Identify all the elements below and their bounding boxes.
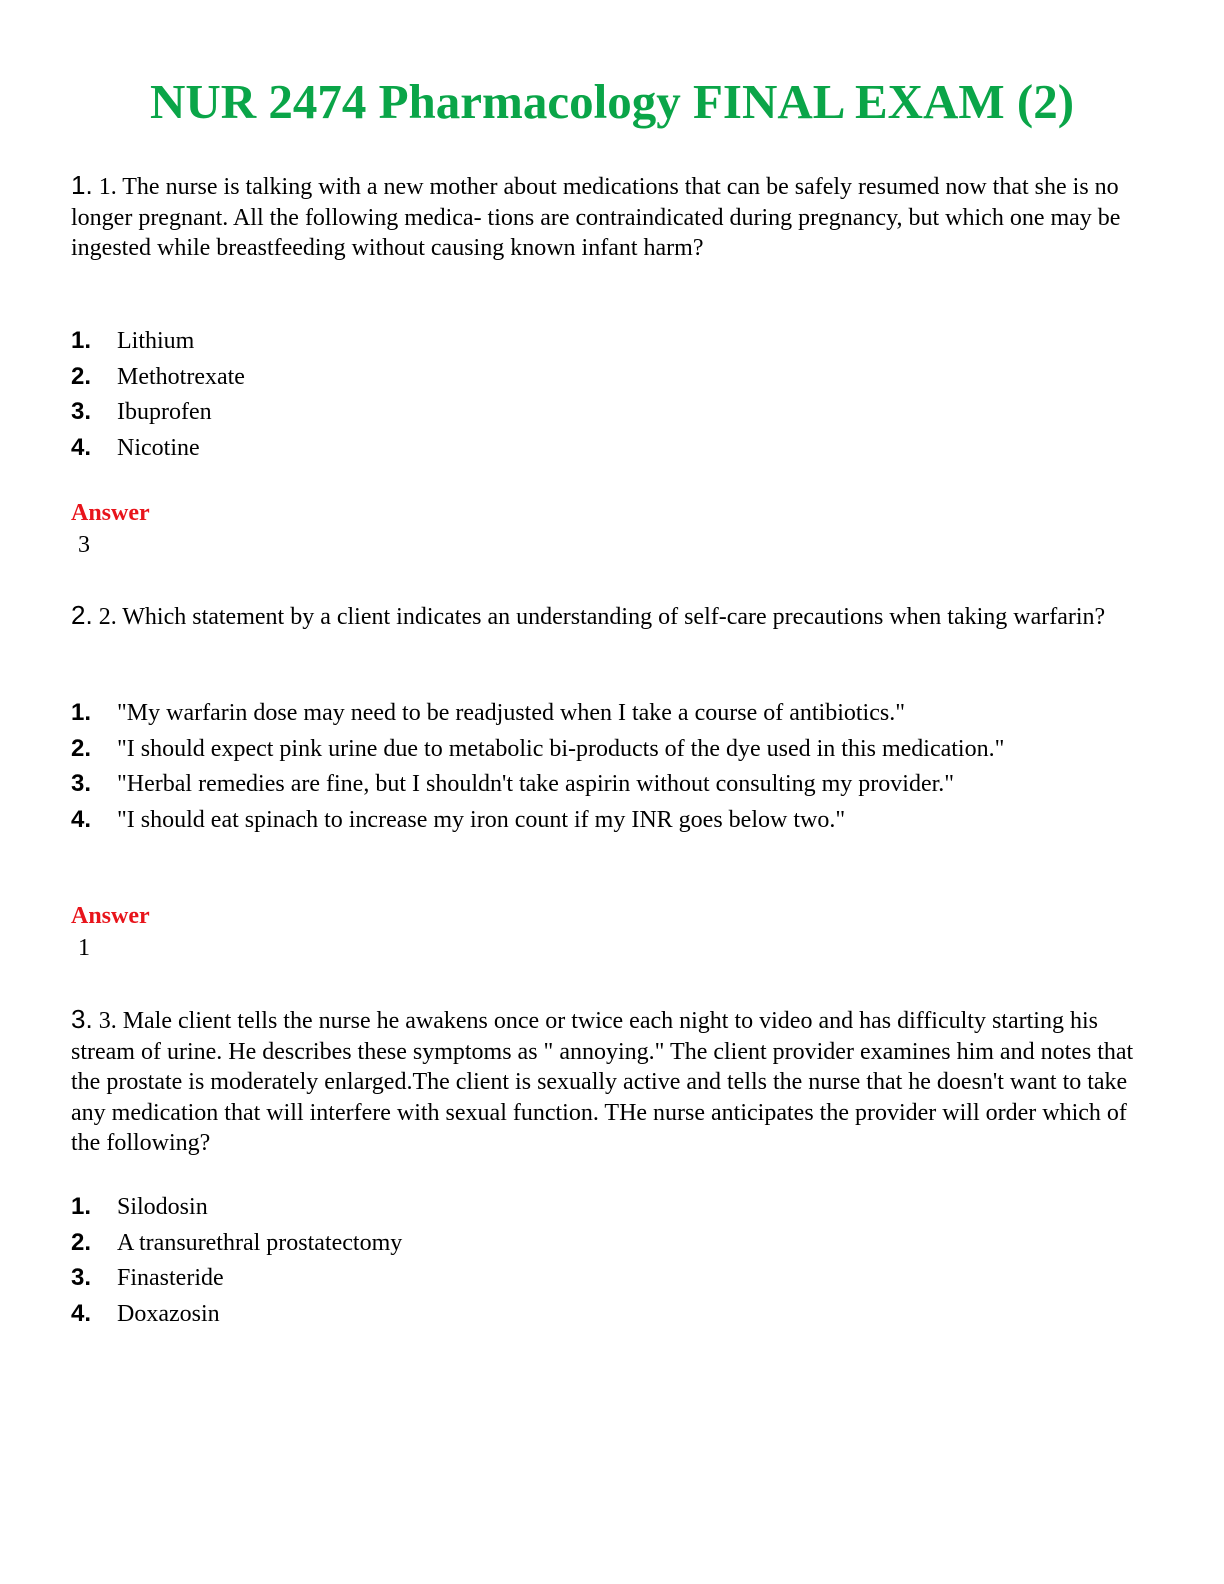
option-text: Ibuprofen bbox=[117, 399, 212, 425]
option-text: Nicotine bbox=[117, 434, 200, 461]
option-item bbox=[71, 361, 1141, 393]
option-item bbox=[71, 432, 1141, 464]
option-item bbox=[71, 1298, 1141, 1330]
question-1 bbox=[71, 170, 1141, 264]
option-item bbox=[71, 804, 1141, 836]
option-item bbox=[71, 697, 1141, 729]
question-3-options bbox=[71, 1191, 1141, 1333]
answer-label: Answer bbox=[71, 500, 150, 526]
question-2-options bbox=[71, 697, 1141, 839]
option-item bbox=[71, 733, 1141, 765]
option-number: 1. bbox=[71, 1193, 92, 1220]
option-number: 2. bbox=[71, 1228, 92, 1256]
option-number: 4. bbox=[71, 805, 92, 833]
option-number: 1. bbox=[71, 327, 92, 354]
option-item bbox=[71, 768, 1141, 800]
option-item bbox=[71, 1227, 1141, 1259]
option-text: Silodosin bbox=[117, 1194, 208, 1220]
answer-value: 3 bbox=[78, 532, 90, 558]
option-text: Methotrexate bbox=[117, 363, 245, 390]
option-item bbox=[71, 325, 1141, 357]
question-2 bbox=[71, 600, 1141, 633]
option-number: 2. bbox=[71, 362, 92, 390]
answer-label: Answer bbox=[71, 903, 150, 929]
option-item bbox=[71, 1262, 1141, 1294]
option-text: "I should expect pink urine due to metabolic bi-products of the dye used in this medication." bbox=[117, 735, 1005, 762]
option-text: "My warfarin dose may need to be readjusted when I take a course of antibiotics." bbox=[117, 700, 905, 726]
option-number: 4. bbox=[71, 1299, 92, 1327]
option-text: Doxazosin bbox=[117, 1300, 220, 1327]
option-text: "Herbal remedies are fine, but I shouldn't take aspirin without consulting my provider." bbox=[117, 771, 955, 797]
option-item bbox=[71, 1191, 1141, 1223]
option-text: Lithium bbox=[117, 328, 195, 354]
option-text: "I should eat spinach to increase my iron count if my INR goes below two." bbox=[117, 806, 846, 833]
question-text: 3. Male client tells the nurse he awakens once or twice each night to video and has difficulty starting his stream of urine. He describes these symptoms as " annoying." The client provider examines him and notes that the prostate is moderately enlarged.The client is sexually active and tells the nurse that he doesn't want to take any medication that will interfere with sexual function. THe nurse anticipates the provider will order which of the following? bbox=[71, 1008, 1134, 1156]
option-number: 1. bbox=[71, 699, 92, 726]
question-3 bbox=[71, 1004, 1141, 1159]
option-number: 2. bbox=[71, 734, 92, 762]
option-number: 4. bbox=[71, 433, 92, 461]
option-item bbox=[71, 396, 1141, 428]
option-text: A transurethral prostatectomy bbox=[117, 1229, 403, 1256]
option-number: 3. bbox=[71, 398, 92, 425]
option-number: 3. bbox=[71, 770, 92, 797]
question-number: 1. bbox=[71, 170, 93, 200]
option-text: Finasteride bbox=[117, 1265, 224, 1291]
option-number: 3. bbox=[71, 1264, 92, 1291]
page-title: NUR 2474 Pharmacology FINAL EXAM (2) bbox=[149, 74, 1075, 129]
question-number: 2. bbox=[71, 600, 93, 630]
question-1-options bbox=[71, 325, 1141, 467]
question-number: 3. bbox=[71, 1004, 93, 1034]
answer-value: 1 bbox=[78, 935, 90, 961]
question-text: 2. Which statement by a client indicates an understanding of self-care precautions when taking warfarin? bbox=[98, 604, 1106, 630]
question-text: 1. The nurse is talking with a new mother about medications that can be safely resumed now that she is no longer pregnant. All the following medica- tions are contraindicated during pregnancy, but which one may be ingested while breastfeeding without causing known infant harm? bbox=[71, 174, 1121, 261]
